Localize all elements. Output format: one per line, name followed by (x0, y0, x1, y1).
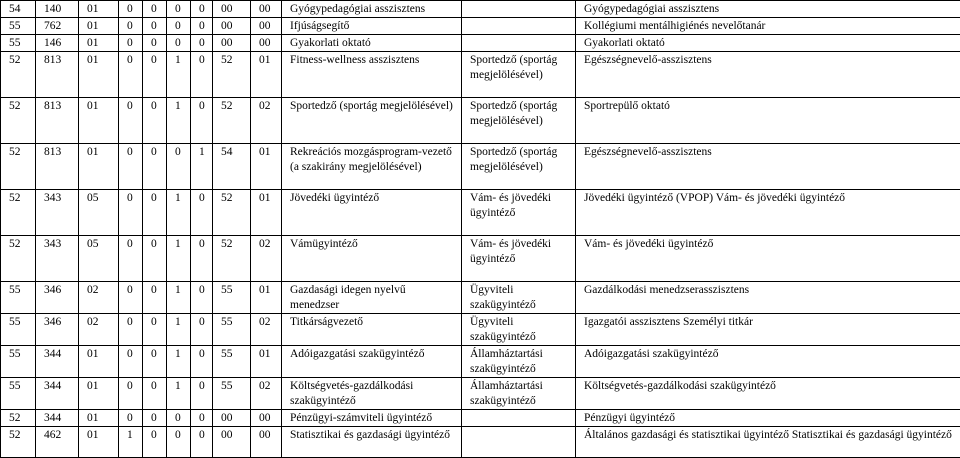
cell-code-8: 52 (213, 236, 251, 282)
cell-code-9: 01 (251, 282, 282, 314)
cell-related-positions: Adóigazgatási szakügyintéző (576, 346, 960, 378)
cell-code-9: 00 (251, 18, 282, 35)
cell-code-1: 52 (1, 410, 36, 427)
table-row (1, 346, 960, 378)
cell-related-positions: Egészségnevelő-asszisztens (576, 52, 960, 98)
cell-code-4: 0 (119, 52, 143, 98)
cell-code-7: 1 (191, 144, 213, 190)
cell-code-7: 0 (191, 236, 213, 282)
cell-code-2: 346 (36, 314, 79, 346)
cell-code-9: 02 (251, 378, 282, 410)
cell-qualification-name: Költségvetés-gazdálkodási szakügyintéző (282, 378, 462, 410)
cell-code-8: 55 (213, 346, 251, 378)
cell-code-7: 0 (191, 98, 213, 144)
cell-related-positions: Vám- és jövedéki ügyintéző (576, 236, 960, 282)
cell-parent-qualification (462, 427, 576, 458)
cell-code-5: 0 (143, 18, 167, 35)
table-row (1, 1, 960, 18)
cell-code-3: 01 (79, 52, 119, 98)
cell-code-6: 1 (167, 190, 191, 236)
table-row (1, 314, 960, 346)
cell-code-6: 1 (167, 52, 191, 98)
cell-code-3: 01 (79, 98, 119, 144)
cell-code-9: 01 (251, 52, 282, 98)
cell-code-6: 1 (167, 98, 191, 144)
cell-code-9: 02 (251, 314, 282, 346)
cell-code-5: 0 (143, 52, 167, 98)
cell-code-8: 00 (213, 1, 251, 18)
cell-code-9: 00 (251, 35, 282, 52)
cell-code-8: 52 (213, 190, 251, 236)
cell-code-4: 0 (119, 346, 143, 378)
cell-code-2: 346 (36, 282, 79, 314)
cell-code-2: 343 (36, 236, 79, 282)
cell-code-2: 344 (36, 346, 79, 378)
cell-qualification-name: Rekreációs mozgásprogram-vezető (a szakirány megjelölésével) (282, 144, 462, 190)
cell-code-5: 0 (143, 1, 167, 18)
cell-code-3: 05 (79, 236, 119, 282)
cell-code-7: 0 (191, 378, 213, 410)
cell-code-9: 00 (251, 1, 282, 18)
cell-related-positions: Gyakorlati oktató (576, 35, 960, 52)
cell-code-8: 00 (213, 427, 251, 458)
table-row (1, 282, 960, 314)
cell-code-9: 01 (251, 190, 282, 236)
cell-code-8: 55 (213, 314, 251, 346)
cell-related-positions: Kollégiumi mentálhigiénés nevelőtanár (576, 18, 960, 35)
cell-code-7: 0 (191, 18, 213, 35)
cell-code-5: 0 (143, 144, 167, 190)
cell-code-3: 02 (79, 282, 119, 314)
cell-code-4: 0 (119, 18, 143, 35)
cell-qualification-name: Gazdasági idegen nyelvű menedzser (282, 282, 462, 314)
cell-code-1: 55 (1, 282, 36, 314)
cell-related-positions: Egészségnevelő-asszisztens (576, 144, 960, 190)
table-row (1, 52, 960, 98)
cell-code-9: 00 (251, 427, 282, 458)
cell-code-3: 01 (79, 1, 119, 18)
cell-qualification-name: Gyógypedagógiai asszisztens (282, 1, 462, 18)
cell-code-1: 52 (1, 52, 36, 98)
cell-code-2: 146 (36, 35, 79, 52)
cell-code-2: 813 (36, 98, 79, 144)
cell-parent-qualification: Sportedző (sportág megjelölésével) (462, 52, 576, 98)
cell-code-1: 52 (1, 190, 36, 236)
table-row (1, 378, 960, 410)
cell-code-1: 52 (1, 236, 36, 282)
cell-qualification-name: Gyakorlati oktató (282, 35, 462, 52)
cell-code-5: 0 (143, 236, 167, 282)
cell-code-6: 0 (167, 427, 191, 458)
cell-code-1: 52 (1, 427, 36, 458)
cell-code-6: 0 (167, 1, 191, 18)
cell-code-8: 55 (213, 378, 251, 410)
cell-code-7: 0 (191, 1, 213, 18)
cell-code-9: 01 (251, 144, 282, 190)
cell-code-2: 140 (36, 1, 79, 18)
cell-code-4: 0 (119, 282, 143, 314)
cell-code-7: 0 (191, 346, 213, 378)
cell-code-6: 1 (167, 378, 191, 410)
cell-code-4: 0 (119, 314, 143, 346)
cell-code-7: 0 (191, 190, 213, 236)
cell-code-2: 813 (36, 52, 79, 98)
cell-related-positions: Pénzügyi ügyintéző (576, 410, 960, 427)
table-row (1, 410, 960, 427)
cell-related-positions: Sportrepülő oktató (576, 98, 960, 144)
cell-related-positions: Költségvetés-gazdálkodási szakügyintéző (576, 378, 960, 410)
cell-code-5: 0 (143, 410, 167, 427)
cell-qualification-name: Sportedző (sportág megjelölésével) (282, 98, 462, 144)
cell-code-7: 0 (191, 427, 213, 458)
cell-code-5: 0 (143, 378, 167, 410)
cell-code-4: 0 (119, 144, 143, 190)
cell-code-6: 0 (167, 144, 191, 190)
cell-qualification-name: Jövedéki ügyintéző (282, 190, 462, 236)
cell-code-5: 0 (143, 427, 167, 458)
cell-code-6: 1 (167, 236, 191, 282)
cell-code-7: 0 (191, 314, 213, 346)
cell-code-1: 55 (1, 18, 36, 35)
cell-code-8: 00 (213, 18, 251, 35)
cell-code-4: 0 (119, 410, 143, 427)
cell-code-5: 0 (143, 35, 167, 52)
cell-code-4: 0 (119, 1, 143, 18)
cell-code-1: 52 (1, 98, 36, 144)
cell-code-2: 813 (36, 144, 79, 190)
cell-code-2: 344 (36, 410, 79, 427)
cell-code-3: 01 (79, 144, 119, 190)
cell-code-1: 54 (1, 1, 36, 18)
cell-code-8: 00 (213, 410, 251, 427)
cell-code-2: 344 (36, 378, 79, 410)
cell-code-1: 55 (1, 378, 36, 410)
cell-parent-qualification: Vám- és jövedéki ügyintéző (462, 236, 576, 282)
cell-code-4: 0 (119, 190, 143, 236)
cell-code-6: 0 (167, 35, 191, 52)
table-row (1, 144, 960, 190)
cell-code-3: 01 (79, 410, 119, 427)
cell-code-6: 1 (167, 282, 191, 314)
cell-code-6: 0 (167, 18, 191, 35)
cell-qualification-name: Titkárságvezető (282, 314, 462, 346)
cell-parent-qualification: Sportedző (sportág megjelölésével) (462, 98, 576, 144)
cell-code-9: 02 (251, 236, 282, 282)
cell-code-9: 02 (251, 98, 282, 144)
cell-code-4: 0 (119, 35, 143, 52)
cell-code-1: 55 (1, 346, 36, 378)
cell-code-8: 55 (213, 282, 251, 314)
cell-code-8: 54 (213, 144, 251, 190)
cell-code-8: 52 (213, 52, 251, 98)
table-row (1, 236, 960, 282)
cell-code-3: 02 (79, 314, 119, 346)
cell-qualification-name: Fitness-wellness asszisztens (282, 52, 462, 98)
cell-parent-qualification: Államháztartási szakügyintéző (462, 346, 576, 378)
cell-related-positions: Igazgatói asszisztens Személyi titkár (576, 314, 960, 346)
cell-code-8: 00 (213, 35, 251, 52)
cell-code-3: 01 (79, 378, 119, 410)
table-row (1, 190, 960, 236)
cell-code-3: 01 (79, 427, 119, 458)
cell-code-4: 0 (119, 98, 143, 144)
cell-qualification-name: Statisztikai és gazdasági ügyintéző (282, 427, 462, 458)
cell-related-positions: Általános gazdasági és statisztikai ügyintéző Statisztikai és gazdasági ügyintéző (576, 427, 960, 458)
cell-code-7: 0 (191, 410, 213, 427)
cell-code-5: 0 (143, 98, 167, 144)
cell-parent-qualification: Államháztartási szakügyintéző (462, 378, 576, 410)
cell-qualification-name: Pénzügyi-számviteli ügyintéző (282, 410, 462, 427)
table-row (1, 427, 960, 458)
cell-code-4: 0 (119, 378, 143, 410)
cell-code-3: 01 (79, 35, 119, 52)
cell-related-positions: Gazdálkodási menedzserasszisztens (576, 282, 960, 314)
cell-code-5: 0 (143, 314, 167, 346)
table-body (1, 1, 960, 458)
cell-code-2: 462 (36, 427, 79, 458)
cell-code-9: 01 (251, 346, 282, 378)
cell-code-2: 343 (36, 190, 79, 236)
cell-code-3: 01 (79, 18, 119, 35)
cell-qualification-name: Ifjúságsegítő (282, 18, 462, 35)
cell-qualification-name: Adóigazgatási szakügyintéző (282, 346, 462, 378)
cell-code-6: 0 (167, 410, 191, 427)
cell-related-positions: Gyógypedagógiai asszisztens (576, 1, 960, 18)
cell-code-4: 1 (119, 427, 143, 458)
table-row (1, 35, 960, 52)
cell-parent-qualification: Vám- és jövedéki ügyintéző (462, 190, 576, 236)
cell-code-5: 0 (143, 282, 167, 314)
cell-code-3: 01 (79, 346, 119, 378)
cell-parent-qualification: Ügyviteli szakügyintéző (462, 282, 576, 314)
cell-code-5: 0 (143, 190, 167, 236)
cell-code-8: 52 (213, 98, 251, 144)
cell-code-9: 00 (251, 410, 282, 427)
cell-code-3: 05 (79, 190, 119, 236)
cell-parent-qualification (462, 1, 576, 18)
table-row (1, 18, 960, 35)
cell-code-6: 1 (167, 314, 191, 346)
cell-parent-qualification (462, 35, 576, 52)
cell-qualification-name: Vámügyintéző (282, 236, 462, 282)
cell-code-2: 762 (36, 18, 79, 35)
cell-code-4: 0 (119, 236, 143, 282)
cell-code-7: 0 (191, 35, 213, 52)
cell-code-7: 0 (191, 282, 213, 314)
cell-parent-qualification: Ügyviteli szakügyintéző (462, 314, 576, 346)
cell-code-1: 52 (1, 144, 36, 190)
cell-code-6: 1 (167, 346, 191, 378)
cell-code-1: 55 (1, 314, 36, 346)
cell-code-1: 55 (1, 35, 36, 52)
table-row (1, 98, 960, 144)
cell-parent-qualification: Sportedző (sportág megjelölésével) (462, 144, 576, 190)
cell-parent-qualification (462, 18, 576, 35)
cell-code-7: 0 (191, 52, 213, 98)
cell-parent-qualification (462, 410, 576, 427)
cell-related-positions: Jövedéki ügyintéző (VPOP) Vám- és jövedéki ügyintéző (576, 190, 960, 236)
cell-code-5: 0 (143, 346, 167, 378)
